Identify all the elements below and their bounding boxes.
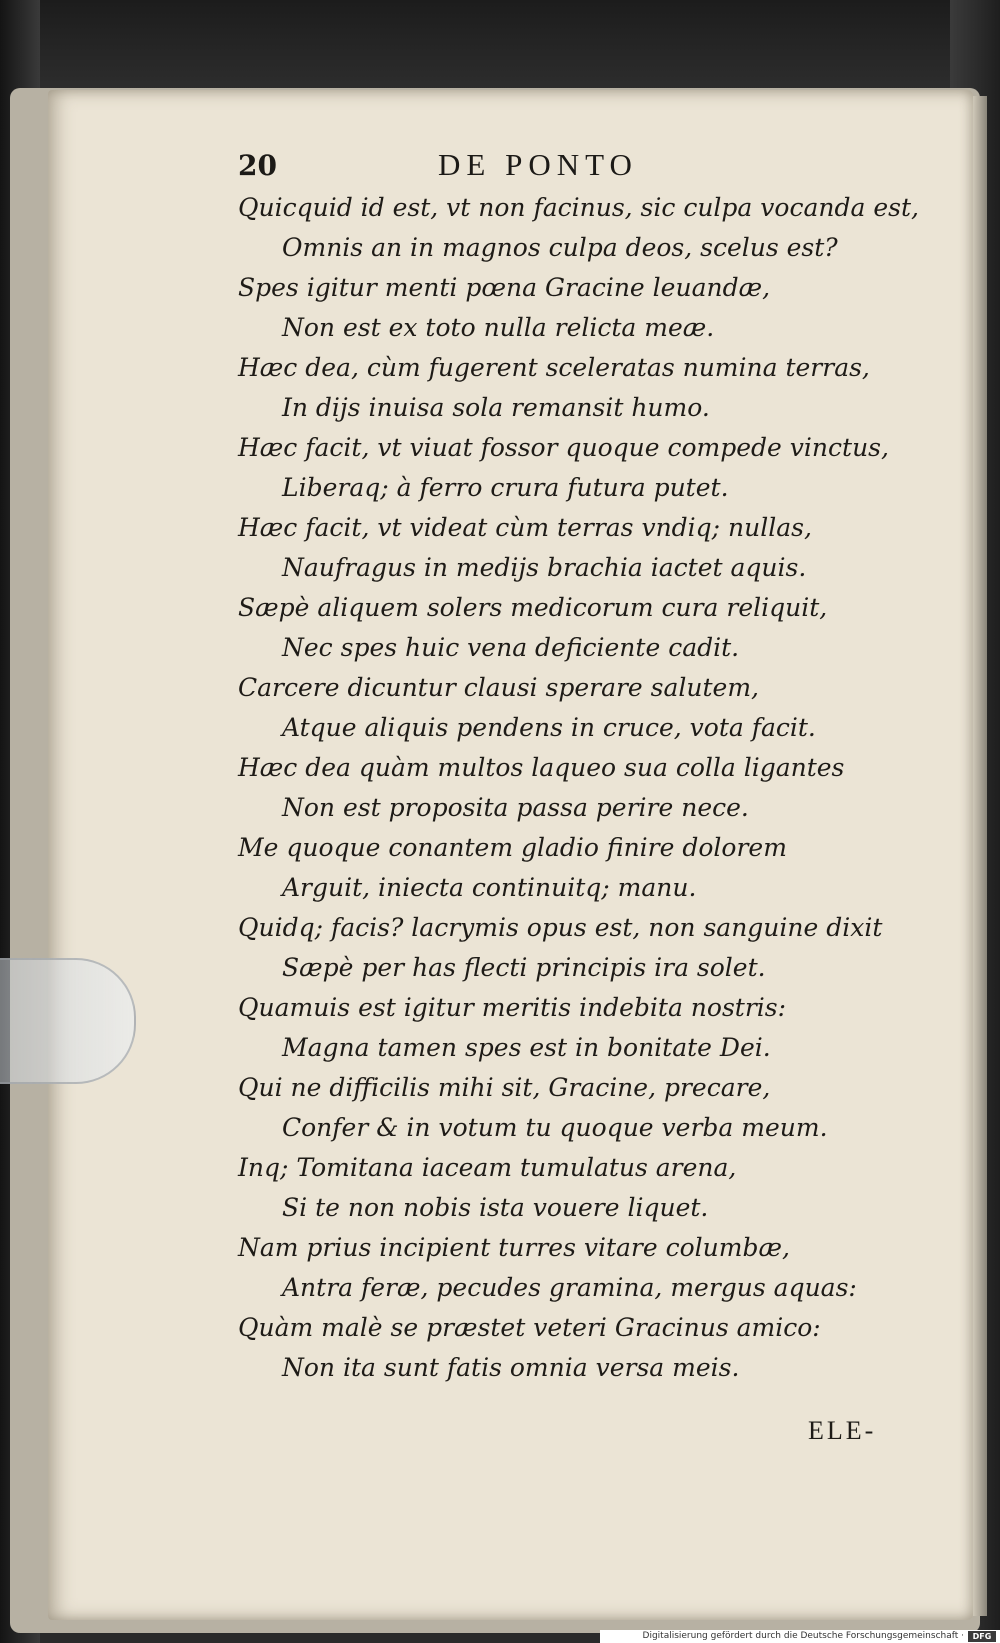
verse-line-hexameter: Quidq; facis? lacrymis opus est, non sanguine dixit — [238, 913, 883, 942]
page-number: 20 — [238, 149, 277, 182]
verse-line-hexameter: Hæc facit, vt viuat fossor quoque compede vinctus, — [238, 433, 889, 462]
scan-background-top — [0, 0, 1000, 95]
running-head: DE PONTO — [438, 147, 638, 182]
verse-line-hexameter: Quicquid id est, vt non facinus, sic culpa vocanda est, — [238, 193, 919, 222]
verse-line-hexameter: Quamuis est igitur meritis indebita nostris: — [238, 993, 787, 1022]
verse-line-pentameter: Magna tamen spes est in bonitate Dei. — [282, 1033, 771, 1062]
verse-line-pentameter: Naufragus in medijs brachia iactet aquis. — [282, 553, 807, 582]
digitization-footer — [600, 1630, 1000, 1643]
verse-line-hexameter: Quàm malè se præstet veteri Gracinus amico: — [238, 1313, 821, 1342]
verse-line-hexameter: Carcere dicuntur clausi sperare salutem, — [238, 673, 759, 702]
verse-line-pentameter: Liberaq; à ferro crura futura putet. — [282, 473, 729, 502]
verse-line-hexameter: Inq; Tomitana iaceam tumulatus arena, — [238, 1153, 737, 1182]
verse-line-pentameter: Arguit, iniecta continuitq; manu. — [282, 873, 697, 902]
verse-line-hexameter: Nam prius incipient turres vitare columbæ, — [238, 1233, 790, 1262]
verse-line-pentameter: Nec spes huic vena deficiente cadit. — [282, 633, 740, 662]
verse-line-pentameter: Omnis an in magnos culpa deos, scelus est? — [282, 233, 838, 262]
verse-line-hexameter: Hæc dea quàm multos laqueo sua colla ligantes — [238, 753, 845, 782]
dfg-logo: DFG — [968, 1631, 996, 1642]
verse-line-hexameter: Spes igitur menti pœna Gracine leuandæ, — [238, 273, 771, 302]
footer-credit: Digitalisierung gefördert durch die Deutsche Forschungsgemeinschaft · — [642, 1631, 964, 1641]
verse-line-pentameter: Sæpè per has flecti principis ira solet. — [282, 953, 766, 982]
verse-line-pentameter: In dijs inuisa sola remansit humo. — [282, 393, 710, 422]
verse-line-hexameter: Hæc facit, vt videat cùm terras vndiq; nullas, — [238, 513, 812, 542]
verse-line-pentameter: Non est proposita passa perire nece. — [282, 793, 749, 822]
verse-line-hexameter: Qui ne difficilis mihi sit, Gracine, precare, — [238, 1073, 771, 1102]
verse-line-pentameter: Confer & in votum tu quoque verba meum. — [282, 1113, 828, 1142]
verse-line-pentameter: Antra feræ, pecudes gramina, mergus aquas: — [282, 1273, 857, 1302]
verse-line-pentameter: Si te non nobis ista vouere liquet. — [282, 1193, 709, 1222]
catchword: ELE- — [808, 1416, 877, 1445]
verse-line-hexameter: Sæpè aliquem solers medicorum cura reliquit, — [238, 593, 828, 622]
verse-line-hexameter: Me quoque conantem gladio finire dolorem — [238, 833, 787, 862]
verse-line-pentameter: Non ita sunt fatis omnia versa meis. — [282, 1353, 740, 1382]
page-header — [238, 147, 878, 187]
verse-line-hexameter: Hæc dea, cùm fugerent sceleratas numina terras, — [238, 353, 870, 382]
verse-line-pentameter: Non est ex toto nulla relicta meæ. — [282, 313, 715, 342]
verse-line-pentameter: Atque aliquis pendens in cruce, vota facit. — [282, 713, 816, 742]
verse-text — [0, 188, 1000, 1388]
